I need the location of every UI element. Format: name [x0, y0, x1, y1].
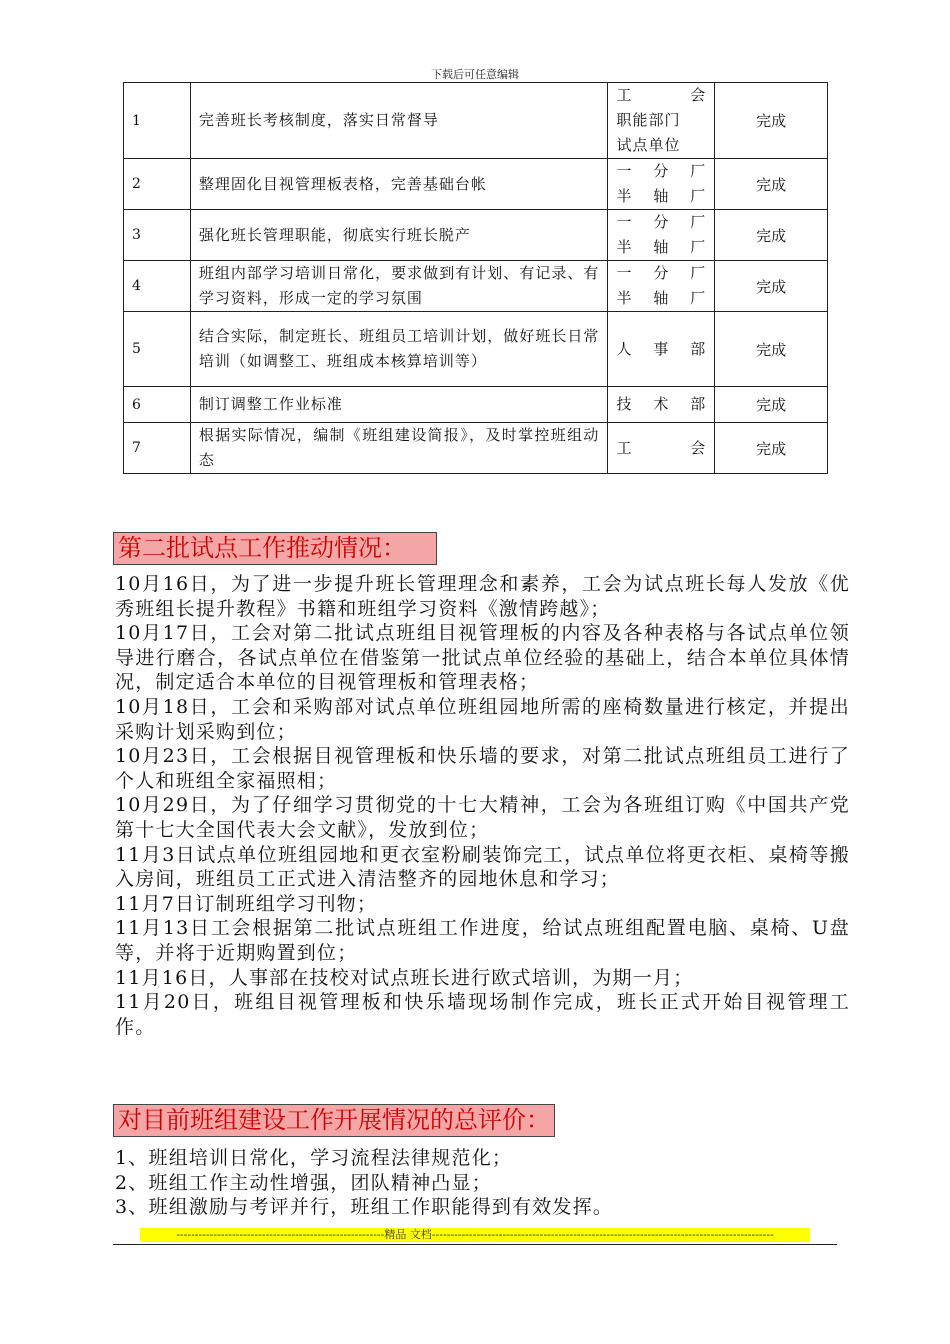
section-title-text: 对目前班组建设工作开展情况的总评价：	[118, 1106, 550, 1134]
second-batch-progress-text	[115, 572, 850, 1039]
evaluation-item: 2、班组工作主动性增强，团队精神凸显；	[115, 1171, 492, 1194]
table-row	[124, 83, 828, 159]
progress-paragraph: 11月13日工会根据第二批试点班组工作进度，给试点班组配置电脑、桌椅、U盘等，并将于近期购置到位；	[115, 917, 850, 964]
section-title-text: 第二批试点工作推动情况：	[118, 534, 406, 562]
footer-rule	[113, 1244, 837, 1245]
department-line: 半 轴 厂	[616, 238, 707, 256]
overall-evaluation-list	[115, 1146, 850, 1220]
responsible-department	[608, 210, 715, 261]
department-line: 一 分 厂	[616, 162, 707, 180]
status-cell: 完成	[715, 159, 828, 210]
responsible-department	[608, 83, 715, 159]
status-cell: 完成	[715, 423, 828, 474]
progress-paragraph: 10月18日，工会和采购部对试点单位班组园地所需的座椅数量进行核定，并提出采购计划采购到位；	[115, 695, 850, 743]
evaluation-item: 1、班组培训日常化，学习流程法律规范化；	[115, 1147, 513, 1169]
responsible-department	[608, 312, 715, 387]
responsible-department	[608, 387, 715, 423]
table-row	[124, 312, 828, 387]
department-line: 半 轴 厂	[616, 187, 707, 205]
status-cell: 完成	[715, 312, 828, 387]
status-cell: 完成	[715, 83, 828, 159]
status-cell: 完成	[715, 261, 828, 312]
responsible-department	[608, 423, 715, 474]
task-description: 完善班长考核制度，落实日常督导	[190, 83, 608, 159]
progress-paragraph: 11月16日，人事部在技校对试点班长进行欧式培训，为期一月；	[115, 966, 694, 989]
progress-paragraph: 10月16日，为了进一步提升班长管理理念和素养，工会为试点班长每人发放《优秀班组长提升教程》书籍和班组学习资料《激情跨越》；	[115, 573, 850, 620]
department-line: 半 轴 厂	[616, 289, 707, 307]
row-number: 2	[124, 159, 191, 210]
evaluation-item: 3、班组激励与考评并行，班组工作职能得到有效发挥。	[115, 1196, 614, 1219]
table-row	[124, 159, 828, 210]
department-line: 工 会	[616, 438, 707, 457]
task-description: 强化班长管理职能，彻底实行班长脱产	[190, 210, 608, 261]
task-description: 根据实际情况，编制《班组建设简报》，及时掌控班组动态	[190, 423, 608, 474]
department-line: 职能部门	[616, 111, 681, 129]
row-number: 5	[124, 312, 191, 387]
department-line: 人 事 部	[616, 339, 707, 358]
task-description: 班组内部学习培训日常化，要求做到有计划、有记录、有学习资料，形成一定的学习氛围	[190, 261, 608, 312]
row-number: 4	[124, 261, 191, 312]
task-table	[123, 82, 828, 474]
table-row	[124, 423, 828, 474]
department-line: 技 术 部	[616, 395, 707, 413]
responsible-department	[608, 159, 715, 210]
task-description: 整理固化目视管理板表格，完善基础台帐	[190, 159, 608, 210]
row-number: 7	[124, 423, 191, 474]
table-row	[124, 210, 828, 261]
row-number: 6	[124, 387, 191, 423]
department-line: 一 分 厂	[616, 213, 707, 231]
task-description: 结合实际，制定班长、班组员工培训计划，做好班长日常培训（如调整工、班组成本核算培训等）	[190, 312, 608, 387]
footer-band: --------------------------------------------------------精品 文档--------------------------------------------------------------------------------------------	[140, 1228, 810, 1242]
row-number: 3	[124, 210, 191, 261]
progress-paragraph: 11月3日试点单位班组园地和更衣室粉刷装饰完工，试点单位将更衣柜、桌椅等搬入房间，班组员工正式进入清洁整齐的园地休息和学习；	[115, 843, 850, 891]
status-cell: 完成	[715, 387, 828, 423]
section-title-second-batch	[113, 532, 437, 565]
page-header-note: 下载后可任意编辑	[431, 68, 519, 81]
responsible-department	[608, 261, 715, 312]
task-description: 制订调整工作业标准	[190, 387, 608, 423]
progress-paragraph: 10月17日，工会对第二批试点班组目视管理板的内容及各种表格与各试点单位领导进行磨合，各试点单位在借鉴第一批试点单位经验的基础上，结合本单位具体情况，制定适合本单位的目视管理板和管理表格；	[115, 622, 850, 694]
department-line: 试点单位	[616, 136, 681, 154]
department-line: 工 会	[616, 86, 707, 104]
progress-paragraph: 10月23日，工会根据目视管理板和快乐墙的要求，对第二批试点班组员工进行了个人和班组全家福照相；	[115, 745, 850, 792]
row-number: 1	[124, 83, 191, 159]
department-line: 一 分 厂	[616, 264, 707, 282]
progress-paragraph: 11月20日，班组目视管理板和快乐墙现场制作完成，班长正式开始目视管理工作。	[115, 991, 850, 1038]
table-row	[124, 387, 828, 423]
status-cell: 完成	[715, 210, 828, 261]
progress-paragraph: 11月7日订制班组学习刊物；	[115, 892, 378, 915]
table-row	[124, 261, 828, 312]
progress-paragraph: 10月29日，为了仔细学习贯彻党的十七大精神，工会为各班组订购《中国共产党第十七大全国代表大会文献》，发放到位；	[115, 794, 850, 841]
section-title-overall-evaluation	[113, 1104, 555, 1137]
